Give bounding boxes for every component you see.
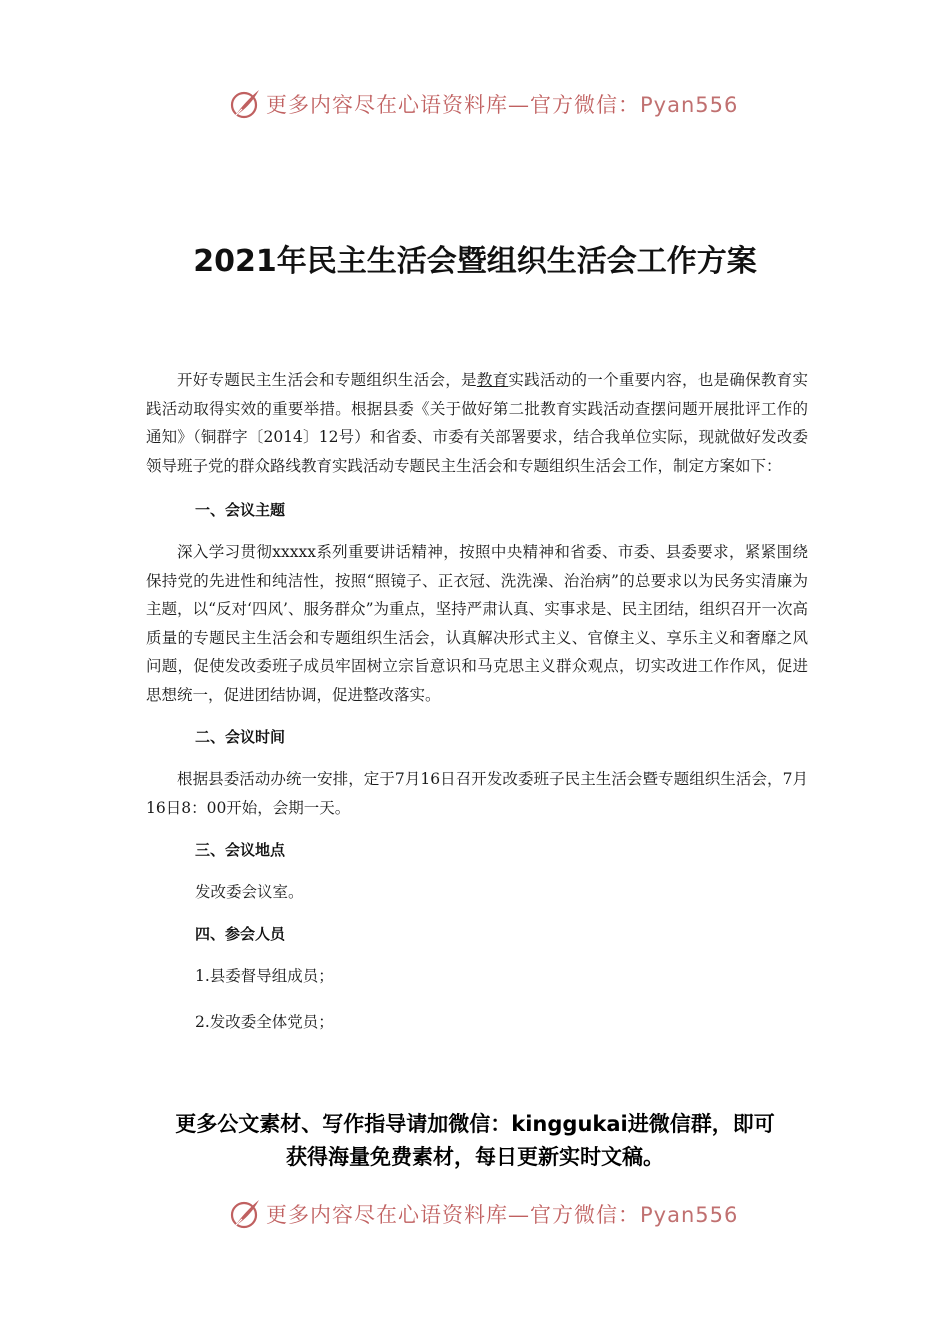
promo-line-1: 更多公文素材、写作指导请加微信：kinggukai进微信群，即可 [175,1112,775,1136]
document-body [146,366,808,1036]
section-heading-theme: 一、会议主题 [195,501,286,519]
location-text: 发改委会议室。 [195,883,304,901]
intro-paragraph: 开好专题民主生活会和专题组织生活会，是教育实践活动的一个重要内容，也是确保教育实践活动取得实效的重要举措。根据县委《关于做好第二批教育实践活动查摆问题开展批评工作的通知》（铜群字〔2014〕12号）和省委、市委有关部署要求，结合我单位实际，现就做好发改委领导班子党的群众路线教育实践活动专题民主生活会和专题组织生活会工作，制定方案如下： [146,371,808,475]
footer-watermark [228,1194,748,1234]
watermark-wechat-id: Pyan556 [640,93,739,117]
attendee-item: 1.县委督导组成员； [195,967,334,985]
watermark-text: 更多内容尽在心语资料库—官方微信：Pyan556 [266,93,739,117]
quill-logo-icon [228,1197,262,1231]
quill-logo-icon [228,87,262,121]
theme-paragraph: 深入学习贯彻xxxxx系列重要讲话精神，按照中央精神和省委、市委、县委要求，紧紧围绕保持党的先进性和纯洁性，按照“照镜子、正衣冠、洗洗澡、治治病”的总要求以为民务实清廉为主题，以“反对‘四风’、服务群众”为重点，坚持严肃认真、实事求是、民主团结，组织召开一次高质量的专题民主生活会和专题组织生活会，认真解决形式主义、官僚主义、享乐主义和奢靡之风问题，促使发改委班子成员牢固树立宗旨意识和马克思主义群众观点，切实改进工作作风，促进思想统一，促进团结协调，促进整改落实。 [146,543,808,704]
attendee-item: 2.发改委全体党员； [195,1013,334,1031]
section-heading-time: 二、会议时间 [195,728,286,746]
watermark-text: 更多内容尽在心语资料库—官方微信：Pyan556 [266,1203,739,1227]
promo-banner [0,1108,950,1174]
time-paragraph: 根据县委活动办统一安排，定于7月16日召开发改委班子民主生活会暨专题组织生活会，7月16日8：00开始，会期一天。 [146,770,808,817]
header-watermark [228,84,748,124]
section-heading-location: 三、会议地点 [195,841,286,859]
document-title: 2021年民主生活会暨组织生活会工作方案 [193,244,757,279]
education-link[interactable]: 教育 [476,371,509,389]
watermark-wechat-id: Pyan556 [640,1203,739,1227]
promo-line-2: 获得海量免费素材，每日更新实时文稿。 [286,1145,664,1169]
section-heading-attendees: 四、参会人员 [195,925,286,943]
